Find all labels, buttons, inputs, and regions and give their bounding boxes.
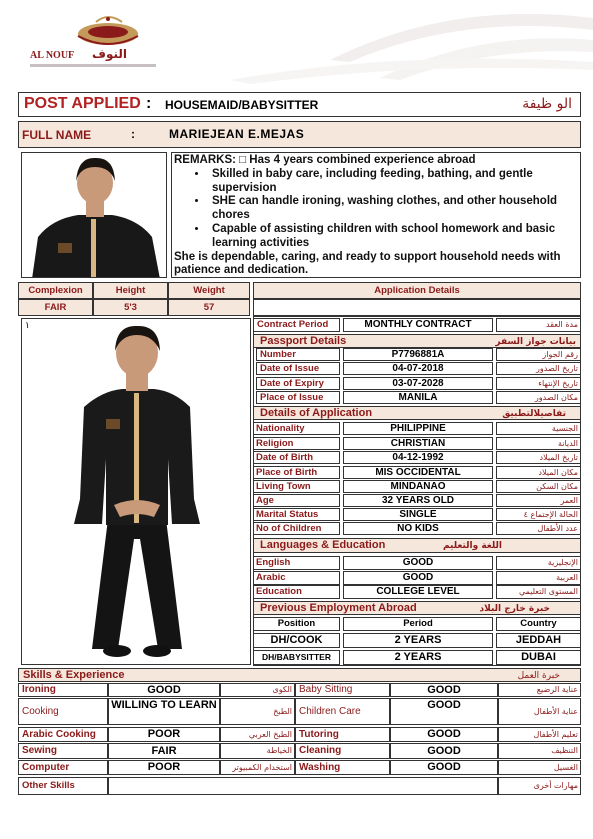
full-name-row: [18, 121, 581, 148]
application-row-value: NO KIDS: [343, 522, 493, 535]
employment-position-header: Position: [253, 617, 340, 631]
language-row-value: COLLEGE LEVEL: [343, 585, 493, 599]
full-name-colon: :: [131, 127, 135, 141]
logo-text-english: AL NOUF: [30, 50, 75, 61]
language-row-arabic: الإنجليزية: [496, 556, 581, 570]
application-row-arabic: العمر: [496, 494, 581, 507]
skill-right-label: Cleaning: [295, 743, 390, 759]
application-row-arabic: عدد الأطفال: [496, 522, 581, 535]
languages-section-header: [253, 538, 581, 553]
skill-left-value: FAIR: [108, 743, 220, 759]
skill-left-arabic: الطبخ: [220, 698, 295, 725]
post-applied-value: HOUSEMAID/BABYSITTER: [165, 98, 319, 112]
full-name-value: MARIEJEAN E.MEJAS: [169, 127, 305, 141]
application-row-label: Nationality: [253, 422, 340, 435]
passport-row-label: Date of Expiry: [256, 377, 340, 390]
photo-number: ١: [25, 321, 30, 331]
post-applied-label: POST APPLIED: [24, 95, 141, 112]
remarks-box: [171, 152, 581, 278]
application-row-arabic: تاريخ الميلاد: [496, 451, 581, 464]
skill-right-value: GOOD: [390, 698, 498, 725]
skill-left-arabic: الطبخ العربي: [220, 727, 295, 742]
passport-row-value: P7796881A: [343, 348, 493, 361]
employment-row-country: JEDDAH: [496, 633, 581, 648]
employment-row-period: 2 YEARS: [343, 633, 493, 648]
remarks-item: • SHE can handle ironing, washing clothes, and other household chores: [208, 195, 578, 223]
skill-right-arabic: عناية الرضيع: [498, 683, 581, 697]
passport-row-label: Place of Issue: [256, 391, 340, 404]
language-row-arabic: العربية: [496, 571, 581, 585]
skills-section-title-arabic: خبرة العمل: [517, 671, 560, 681]
skill-left-label: Arabic Cooking: [18, 727, 108, 742]
language-row-label: Arabic: [253, 571, 340, 585]
logo-tagline-line: [30, 64, 156, 67]
skill-right-label: Children Care: [295, 698, 390, 725]
complexion-header: Complexion: [18, 282, 93, 299]
remarks-item: • Capable of assisting children with school homework and basic learning activities: [208, 223, 578, 251]
application-row-label: Living Town: [253, 480, 340, 493]
languages-section-title-arabic: اللغة والتعليم: [442, 541, 502, 551]
other-skills-arabic: مهارات أخرى: [498, 777, 581, 795]
skill-left-value: POOR: [108, 760, 220, 775]
passport-row-label: Date of Issue: [256, 362, 340, 375]
skill-left-arabic: الكوى: [220, 683, 295, 697]
weight-header: Weight: [168, 282, 250, 299]
employment-row-period: 2 YEARS: [343, 650, 493, 665]
skill-right-arabic: تعليم الأطفال: [498, 727, 581, 742]
languages-section-title: Languages & Education: [260, 539, 386, 551]
application-row-label: Place of Birth: [253, 466, 340, 479]
employment-country-header: Country: [496, 617, 581, 631]
skill-left-value: GOOD: [108, 683, 220, 697]
skill-left-label: Sewing: [18, 743, 108, 759]
passport-details-title-arabic: بيانات جواز السفر: [495, 337, 576, 347]
skill-left-label: Computer: [18, 760, 108, 775]
contract-period-arabic: مدة العقد: [496, 318, 581, 332]
language-row-value: GOOD: [343, 556, 493, 570]
skills-section-title: Skills & Experience: [23, 669, 125, 681]
skill-right-value: GOOD: [390, 743, 498, 759]
application-row-value: PHILIPPINE: [343, 422, 493, 435]
skill-right-arabic: الغسيل: [498, 760, 581, 775]
application-details-spacer: [253, 299, 581, 316]
application-section-header: [253, 406, 581, 420]
skill-left-label: Cooking: [18, 698, 108, 725]
application-row-value: MINDANAO: [343, 480, 493, 493]
skill-right-value: GOOD: [390, 760, 498, 775]
employment-section-title: Previous Employment Abroad: [260, 602, 417, 614]
height-value: 5'3: [93, 299, 168, 316]
weight-value: 57: [168, 299, 250, 316]
remarks-intro: REMARKS: □ Has 4 years combined experience abroad: [174, 154, 476, 166]
skill-left-value: WILLING TO LEARN: [108, 698, 220, 725]
passport-row-arabic: مكان الصدور: [496, 391, 581, 404]
skill-right-label: Washing: [295, 760, 390, 775]
skills-section-header: [18, 668, 581, 682]
post-applied-arabic: الو ظيفة: [522, 96, 572, 112]
candidate-portrait-photo: [21, 152, 167, 278]
employment-period-header: Period: [343, 617, 493, 631]
application-row-value: 04-12-1992: [343, 451, 493, 464]
passport-row-value: 04-07-2018: [343, 362, 493, 375]
application-section-title-arabic: تفاصيلالتطبيق: [502, 409, 566, 419]
skill-left-arabic: استخدام الكمبيوتر: [220, 760, 295, 775]
skill-right-value: GOOD: [390, 727, 498, 742]
passport-details-header: [253, 334, 581, 348]
application-row-label: Marital Status: [253, 508, 340, 521]
application-section-title: Details of Application: [260, 407, 373, 419]
skill-right-arabic: عناية الأطفال: [498, 698, 581, 725]
complexion-value: FAIR: [18, 299, 93, 316]
passport-row-value: MANILA: [343, 391, 493, 404]
employment-section-title-arabic: خبرة خارج البلاد: [479, 604, 550, 614]
post-applied-row: [18, 92, 581, 117]
employment-section-header: [253, 601, 581, 615]
language-row-arabic: المستوى التعليمي: [496, 585, 581, 599]
application-row-arabic: مكان السكن: [496, 480, 581, 493]
skill-right-arabic: التنظيف: [498, 743, 581, 759]
post-applied-colon: :: [146, 95, 152, 112]
full-name-label: FULL NAME: [22, 128, 92, 142]
logo-text-arabic: النوف: [92, 47, 127, 61]
skill-right-value: GOOD: [390, 683, 498, 697]
application-details-header: Application Details: [253, 282, 581, 299]
passport-row-arabic: رقم الجواز: [496, 348, 581, 361]
application-row-label: Date of Birth: [253, 451, 340, 464]
application-row-value: SINGLE: [343, 508, 493, 521]
employment-row-country: DUBAI: [496, 650, 581, 665]
application-row-label: Religion: [253, 437, 340, 450]
skill-left-arabic: الخياطة: [220, 743, 295, 759]
language-row-label: Education: [253, 585, 340, 599]
language-row-label: English: [253, 556, 340, 570]
skill-right-label: Tutoring: [295, 727, 390, 742]
contract-period-label: Contract Period: [253, 318, 340, 332]
other-skills-value: [108, 777, 498, 795]
application-row-label: No of Children: [253, 522, 340, 535]
skill-right-label: Baby Sitting: [295, 683, 390, 697]
passport-row-value: 03-07-2028: [343, 377, 493, 390]
remarks-item: • Skilled in baby care, including feeding, bathing, and gentle supervision: [208, 168, 578, 196]
application-row-value: MIS OCCIDENTAL: [343, 466, 493, 479]
passport-details-title: Passport Details: [260, 335, 347, 347]
remarks-closing: She is dependable, caring, and ready to support household needs with patience and dedication.: [174, 250, 561, 277]
application-row-arabic: الحالة الإجتماع ٤: [496, 508, 581, 521]
employment-row-position: DH/COOK: [253, 633, 340, 648]
other-skills-label: Other Skills: [18, 777, 108, 795]
passport-row-label: Number: [256, 348, 340, 361]
document-header: [0, 0, 593, 88]
passport-row-arabic: تاريخ الصدور: [496, 362, 581, 375]
company-logo: [26, 14, 166, 72]
application-row-arabic: مكان الميلاد: [496, 466, 581, 479]
remarks-list: [208, 168, 578, 251]
candidate-full-body-photo: [21, 318, 251, 665]
application-row-arabic: الديانة: [496, 437, 581, 450]
skill-left-label: Ironing: [18, 683, 108, 697]
passport-row-arabic: تاريخ الإنتهاء: [496, 377, 581, 390]
application-row-label: Age: [253, 494, 340, 507]
skill-left-value: POOR: [108, 727, 220, 742]
language-row-value: GOOD: [343, 571, 493, 585]
application-row-arabic: الجنسية: [496, 422, 581, 435]
employment-row-position: DH/BABYSITTER: [253, 650, 340, 665]
contract-period-value: MONTHLY CONTRACT: [343, 318, 493, 332]
height-header: Height: [93, 282, 168, 299]
application-row-value: CHRISTIAN: [343, 437, 493, 450]
application-row-value: 32 YEARS OLD: [343, 494, 493, 507]
